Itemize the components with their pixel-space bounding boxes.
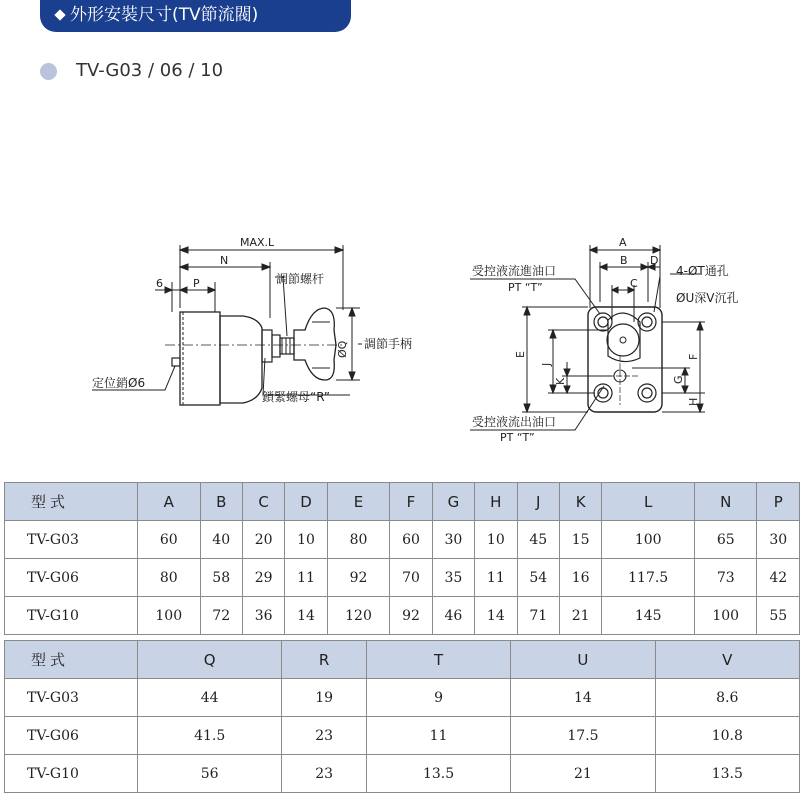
table-cell: 55	[757, 597, 800, 635]
table-cell: 13.5	[366, 755, 510, 793]
table-header-cell: T	[366, 641, 510, 679]
table-cell: 60	[390, 521, 432, 559]
table-cell: 120	[327, 597, 390, 635]
table-header-cell: P	[757, 483, 800, 521]
table-row	[5, 521, 800, 559]
table-cell: 54	[517, 559, 559, 597]
table-header-cell: 型式	[5, 641, 138, 679]
table-cell: 100	[694, 597, 757, 635]
table-cell: 14	[285, 597, 327, 635]
table-cell: 30	[432, 521, 474, 559]
label-adjust-screw: 調節螺杆	[276, 272, 325, 286]
table-cell: 35	[432, 559, 474, 597]
table-cell: 23	[282, 717, 366, 755]
table-cell: 19	[282, 679, 366, 717]
table-cell: 40	[200, 521, 242, 559]
label-j: J	[540, 362, 553, 366]
table-header-cell: E	[327, 483, 390, 521]
label-locating-pin: 定位銷Ø6	[92, 376, 146, 390]
table-cell: 60	[138, 521, 201, 559]
table-cell: 42	[757, 559, 800, 597]
table-header-cell: L	[602, 483, 695, 521]
label-adjust-handle: 調節手柄	[364, 337, 413, 351]
table-header-row	[5, 641, 800, 679]
table-row	[5, 679, 800, 717]
table-cell: 29	[242, 559, 284, 597]
table-cell: 30	[757, 521, 800, 559]
label-max-l: MAX.L	[240, 236, 275, 249]
table-cell: TV-G10	[5, 755, 138, 793]
table-cell: 41.5	[138, 717, 282, 755]
table-cell: 10.8	[655, 717, 799, 755]
table-cell: 10	[285, 521, 327, 559]
table-cell: 23	[282, 755, 366, 793]
table-header-cell: B	[200, 483, 242, 521]
table-cell: 80	[327, 521, 390, 559]
table-header-cell: G	[432, 483, 474, 521]
dimensions-table-1	[4, 482, 800, 635]
table-row	[5, 597, 800, 635]
table-cell: 21	[511, 755, 655, 793]
table-cell: 14	[511, 679, 655, 717]
table-header-cell: N	[694, 483, 757, 521]
table-cell: 145	[602, 597, 695, 635]
dimensions-table-2	[4, 640, 800, 793]
table-cell: 36	[242, 597, 284, 635]
table-header-cell: H	[475, 483, 517, 521]
banner-title: 外形安裝尺寸(TV節流閥)	[70, 5, 259, 25]
table-cell: 70	[390, 559, 432, 597]
label-q: ØQ	[336, 340, 349, 358]
label-outlet-pt: PT “T”	[500, 431, 535, 444]
table-cell: 44	[138, 679, 282, 717]
table-header-cell: A	[138, 483, 201, 521]
table-cell: 58	[200, 559, 242, 597]
table-header-cell: U	[511, 641, 655, 679]
label-n: N	[220, 254, 229, 267]
table-cell: 14	[475, 597, 517, 635]
table-cell: 13.5	[655, 755, 799, 793]
label-through-hole: 4-ØT通孔	[676, 264, 729, 278]
table-cell: TV-G10	[5, 597, 138, 635]
table-header-cell: D	[285, 483, 327, 521]
table-cell: 72	[200, 597, 242, 635]
table-cell: 117.5	[602, 559, 695, 597]
table-cell: 65	[694, 521, 757, 559]
table-cell: 9	[366, 679, 510, 717]
table-cell: 80	[138, 559, 201, 597]
label-k: K	[554, 377, 567, 385]
label-inlet-pt: PT “T”	[508, 281, 543, 294]
label-p: P	[193, 277, 200, 290]
table-cell: 92	[327, 559, 390, 597]
table-cell: 100	[602, 521, 695, 559]
table-header-cell: F	[390, 483, 432, 521]
label-outlet: 受控液流出油口	[472, 415, 557, 429]
label-lock-nut: 鎖緊螺母“R”	[262, 390, 331, 404]
table-cell: 16	[559, 559, 601, 597]
table-cell: 11	[475, 559, 517, 597]
table-header-cell: 型式	[5, 483, 138, 521]
table-cell: 11	[366, 717, 510, 755]
label-h: H	[687, 397, 700, 406]
label-g: G	[672, 375, 685, 384]
table-cell: 45	[517, 521, 559, 559]
table-cell: 20	[242, 521, 284, 559]
label-c: C	[630, 277, 638, 290]
table-row	[5, 717, 800, 755]
table-cell: 15	[559, 521, 601, 559]
label-e: E	[514, 351, 527, 358]
table-cell: 100	[138, 597, 201, 635]
table-cell: 11	[285, 559, 327, 597]
model-title: TV-G03 / 06 / 10	[76, 60, 224, 81]
table-row	[5, 559, 800, 597]
table-header-cell: V	[655, 641, 799, 679]
table-cell: 17.5	[511, 717, 655, 755]
table-header-row	[5, 483, 800, 521]
label-counterbore: ØU深V沉孔	[676, 291, 739, 305]
label-d: D	[650, 254, 659, 267]
table-cell: 10	[475, 521, 517, 559]
table-header-cell: Q	[138, 641, 282, 679]
table-header-cell: J	[517, 483, 559, 521]
table-cell: 8.6	[655, 679, 799, 717]
table-cell: 92	[390, 597, 432, 635]
table-header-cell: C	[242, 483, 284, 521]
label-a: A	[619, 236, 627, 249]
table-row	[5, 755, 800, 793]
label-f: F	[687, 353, 700, 360]
table-cell: 73	[694, 559, 757, 597]
table-cell: 46	[432, 597, 474, 635]
table-cell: 56	[138, 755, 282, 793]
table-header-cell: K	[559, 483, 601, 521]
label-six: 6	[156, 277, 163, 290]
table-cell: 71	[517, 597, 559, 635]
table-cell: TV-G06	[5, 559, 138, 597]
table-header-cell: R	[282, 641, 366, 679]
table-cell: TV-G03	[5, 679, 138, 717]
label-inlet: 受控液流進油口	[472, 264, 557, 278]
table-cell: 21	[559, 597, 601, 635]
table-cell: TV-G03	[5, 521, 138, 559]
table-cell: TV-G06	[5, 717, 138, 755]
label-b: B	[620, 254, 628, 267]
